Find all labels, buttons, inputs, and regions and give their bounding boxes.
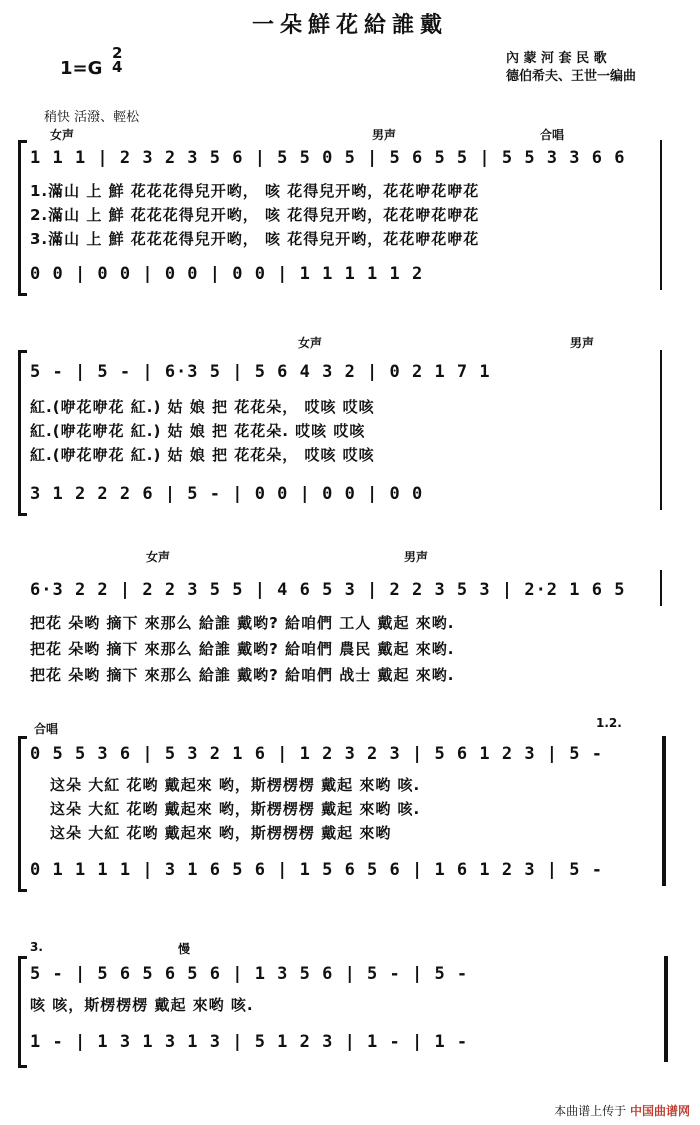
- barline-end: [660, 570, 662, 606]
- lyric-line: 咳 咳，斯楞楞楞 戴起 來哟 咳.: [30, 996, 254, 1014]
- label-female: 女声: [146, 550, 171, 564]
- tempo-slow: 慢: [178, 942, 191, 956]
- accompaniment-line: 0 0 | 0 0 | 0 0 | 0 0 | 1 1 1 1 1 2: [30, 264, 424, 284]
- source-origin: 內 蒙 河 套 民 歌: [505, 51, 607, 66]
- melody-line: 5 - | 5 6 5 6 5 6 | 1 3 5 6 | 5 - | 5 -: [30, 964, 469, 984]
- accompaniment-line: 1 - | 1 3 1 3 1 3 | 5 1 2 3 | 1 - | 1 -: [30, 1032, 469, 1052]
- lyric-verse-1: 这朵 大紅 花哟 戴起來 哟，斯楞楞楞 戴起 來哟 咳.: [50, 776, 421, 794]
- lyric-verse-2: 2.滿山 上 鮮 花花花得兒开哟， 咳 花得兒开哟，花花咿花咿花: [30, 206, 480, 224]
- time-numerator: 2: [112, 44, 123, 62]
- barline-end: [660, 140, 662, 290]
- lyric-verse-3: 紅.(咿花咿花 紅.) 姑 娘 把 花花朵， 哎咳 哎咳: [30, 446, 375, 464]
- label-chorus: 合唱: [540, 128, 565, 142]
- system-brace: [18, 350, 27, 516]
- melody-line: 5 - | 5 - | 6·3 5 | 5 6 4 3 2 | 0 2 1 7 1: [30, 362, 491, 382]
- song-title: 一朵鮮花給誰戴: [251, 13, 448, 38]
- repeat-barline: [662, 736, 666, 886]
- label-female: 女声: [298, 336, 323, 350]
- arranger: 德伯希夫、王世一编曲: [505, 69, 636, 84]
- tempo-marking: 稍快 活潑、輕松: [44, 110, 140, 125]
- volta-3: 3.: [30, 940, 43, 954]
- lyric-verse-1: 把花 朵哟 摘下 來那么 給誰 戴哟? 給咱們 工人 戴起 來哟.: [30, 614, 455, 632]
- system-brace: [18, 736, 27, 892]
- system-brace: [18, 140, 27, 296]
- label-male: 男声: [372, 128, 397, 142]
- barline-end: [660, 350, 662, 510]
- lyric-verse-3: 这朵 大紅 花哟 戴起來 哟，斯楞楞楞 戴起 來哟: [50, 824, 392, 842]
- volta-1-2: 1.2.: [596, 716, 622, 730]
- accompaniment-line: 0 1 1 1 1 | 3 1 6 5 6 | 1 5 6 5 6 | 1 6 1 2 3 | 5 -: [30, 860, 603, 880]
- footer-prefix: 本曲谱上传于: [554, 1104, 627, 1118]
- label-male: 男声: [570, 336, 595, 350]
- final-barline: [664, 956, 668, 1062]
- system-brace: [18, 956, 27, 1068]
- lyric-verse-1: 紅.(咿花咿花 紅.) 姑 娘 把 花花朵， 哎咳 哎咳: [30, 398, 375, 416]
- time-signature: [112, 46, 122, 74]
- melody-line: 1 1 1 | 2 3 2 3 5 6 | 5 5 0 5 | 5 6 5 5 | 5 5 3 3 6 6: [30, 148, 626, 168]
- lyric-verse-2: 把花 朵哟 摘下 來那么 給誰 戴哟? 給咱們 農民 戴起 來哟.: [30, 640, 455, 658]
- lyric-verse-2: 这朵 大紅 花哟 戴起來 哟，斯楞楞楞 戴起 來哟 咳.: [50, 800, 421, 818]
- accompaniment-line: 3 1 2 2 2 6 | 5 - | 0 0 | 0 0 | 0 0: [30, 484, 424, 504]
- melody-line: 6·3 2 2 | 2 2 3 5 5 | 4 6 5 3 | 2 2 3 5 3 | 2·2 1 6 5: [30, 580, 626, 600]
- label-female: 女声: [50, 128, 75, 142]
- lyric-verse-3: 把花 朵哟 摘下 來那么 給誰 戴哟? 給咱們 战士 戴起 來哟.: [30, 666, 455, 684]
- source-credits: [506, 50, 636, 86]
- melody-line: 0 5 5 3 6 | 5 3 2 1 6 | 1 2 3 2 3 | 5 6 1 2 3 | 5 -: [30, 744, 603, 764]
- lyric-verse-2: 紅.(咿花咿花 紅.) 姑 娘 把 花花朵. 哎咳 哎咳: [30, 422, 366, 440]
- lyric-verse-3: 3.滿山 上 鮮 花花花得兒开哟， 咳 花得兒开哟，花花咿花咿花: [30, 230, 480, 248]
- label-chorus: 合唱: [34, 722, 59, 736]
- footer-site-link[interactable]: 中国曲谱网: [629, 1104, 690, 1118]
- label-male: 男声: [404, 550, 429, 564]
- key-signature: 1=G: [60, 58, 103, 79]
- lyric-verse-1: 1.滿山 上 鮮 花花花得兒开哟， 咳 花得兒开哟，花花咿花咿花: [30, 182, 480, 200]
- time-denominator: 4: [112, 58, 123, 76]
- footer-credit: [554, 1102, 690, 1119]
